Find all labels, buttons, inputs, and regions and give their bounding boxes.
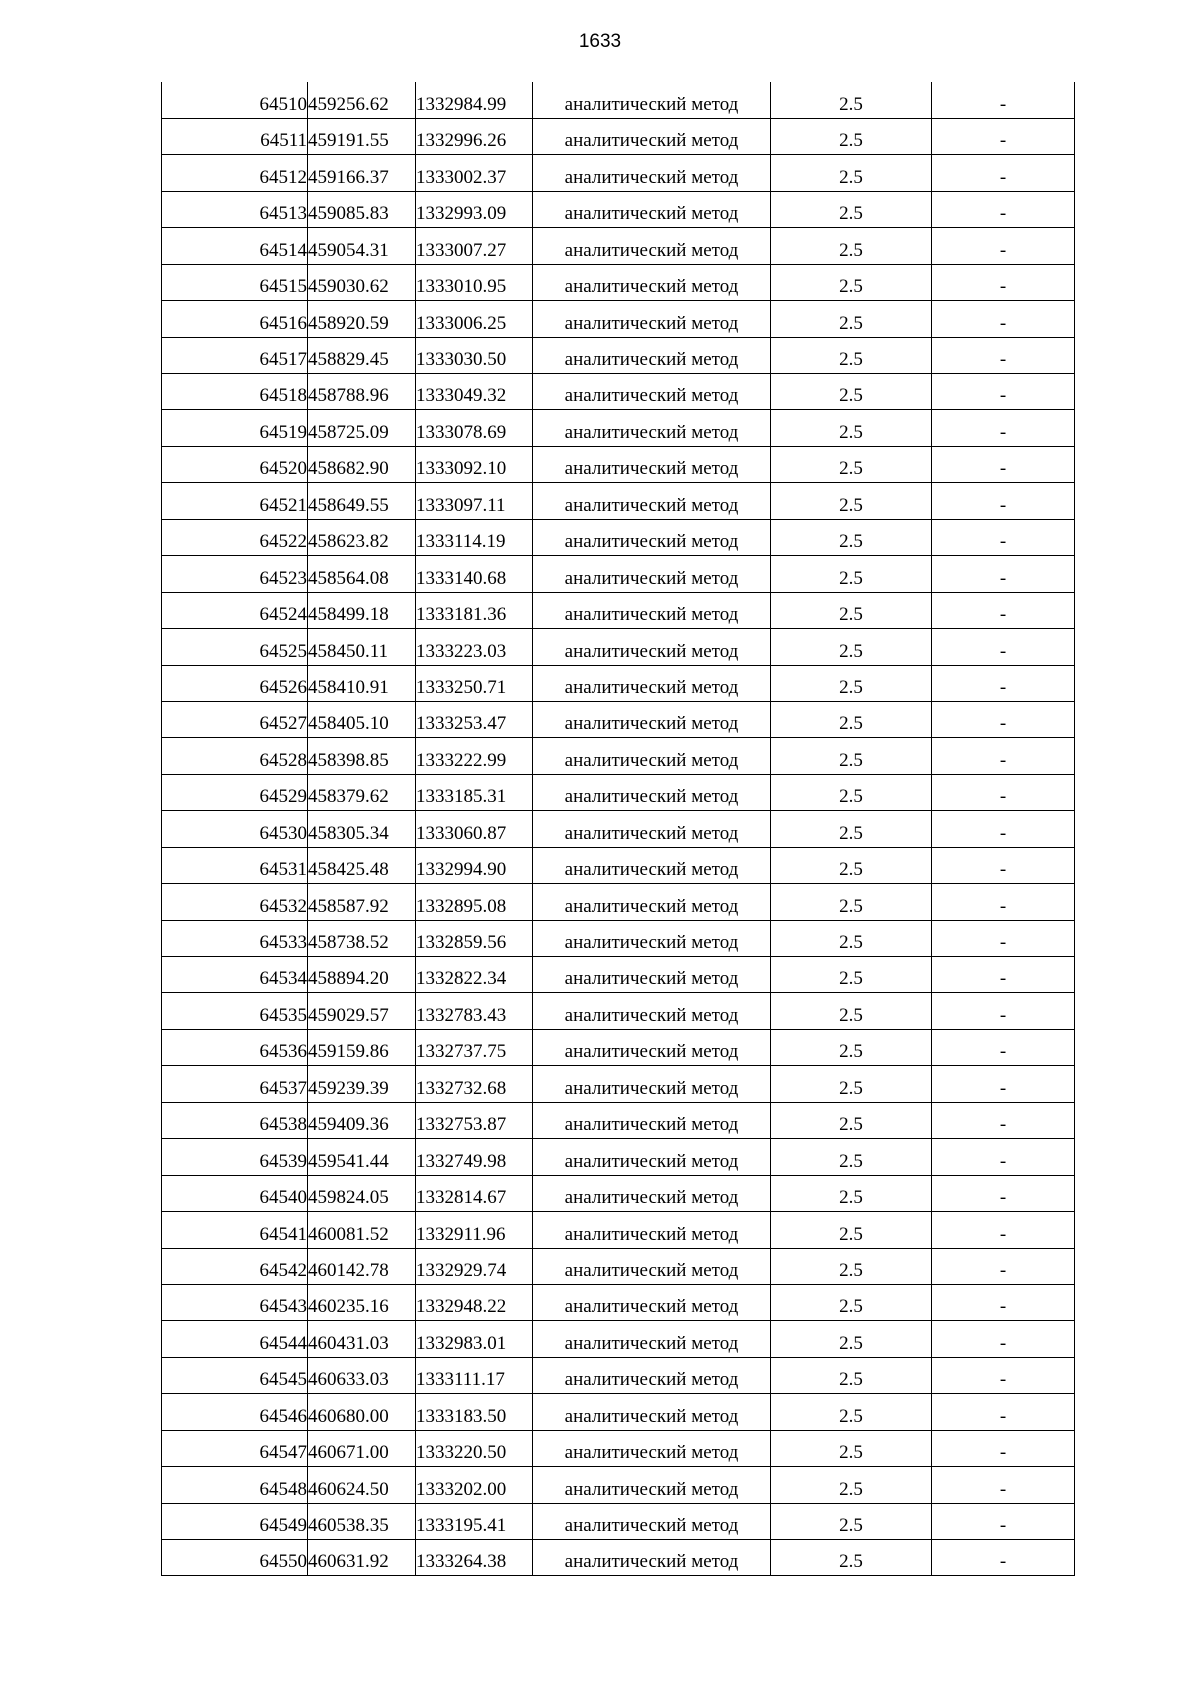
note-cell: - xyxy=(932,301,1075,337)
note-cell: - xyxy=(932,374,1075,410)
x-coordinate-cell: 459159.86 xyxy=(308,1029,416,1065)
point-number-cell: 64518 xyxy=(162,374,308,410)
x-coordinate-cell: 459029.57 xyxy=(308,993,416,1029)
note-cell: - xyxy=(932,82,1075,118)
y-coordinate-cell: 1333250.71 xyxy=(416,665,533,701)
note-cell: - xyxy=(932,1394,1075,1430)
accuracy-cell: 2.5 xyxy=(771,884,932,920)
point-number-cell: 64526 xyxy=(162,665,308,701)
note-cell: - xyxy=(932,1212,1075,1248)
point-number-cell: 64514 xyxy=(162,228,308,264)
y-coordinate-cell: 1332929.74 xyxy=(416,1248,533,1284)
method-cell: аналитический метод xyxy=(533,155,771,191)
table-row xyxy=(162,592,1075,628)
method-cell: аналитический метод xyxy=(533,1102,771,1138)
method-cell: аналитический метод xyxy=(533,665,771,701)
x-coordinate-cell: 460538.35 xyxy=(308,1503,416,1539)
note-cell: - xyxy=(932,556,1075,592)
point-number-cell: 64536 xyxy=(162,1029,308,1065)
accuracy-cell: 2.5 xyxy=(771,264,932,300)
note-cell: - xyxy=(932,884,1075,920)
x-coordinate-cell: 458425.48 xyxy=(308,847,416,883)
method-cell: аналитический метод xyxy=(533,774,771,810)
note-cell: - xyxy=(932,1139,1075,1175)
x-coordinate-cell: 460081.52 xyxy=(308,1212,416,1248)
table-row xyxy=(162,1284,1075,1320)
table-row xyxy=(162,1029,1075,1065)
method-cell: аналитический метод xyxy=(533,592,771,628)
note-cell: - xyxy=(932,701,1075,737)
x-coordinate-cell: 458305.34 xyxy=(308,811,416,847)
note-cell: - xyxy=(932,957,1075,993)
x-coordinate-cell: 459030.62 xyxy=(308,264,416,300)
x-coordinate-cell: 460631.92 xyxy=(308,1540,416,1576)
method-cell: аналитический метод xyxy=(533,811,771,847)
note-cell: - xyxy=(932,1284,1075,1320)
note-cell: - xyxy=(932,920,1075,956)
point-number-cell: 64535 xyxy=(162,993,308,1029)
y-coordinate-cell: 1333114.19 xyxy=(416,519,533,555)
accuracy-cell: 2.5 xyxy=(771,665,932,701)
method-cell: аналитический метод xyxy=(533,1212,771,1248)
y-coordinate-cell: 1333195.41 xyxy=(416,1503,533,1539)
table-row xyxy=(162,410,1075,446)
point-number-cell: 64525 xyxy=(162,629,308,665)
table-row xyxy=(162,774,1075,810)
y-coordinate-cell: 1333092.10 xyxy=(416,446,533,482)
accuracy-cell: 2.5 xyxy=(771,1284,932,1320)
y-coordinate-cell: 1333223.03 xyxy=(416,629,533,665)
x-coordinate-cell: 458894.20 xyxy=(308,957,416,993)
y-coordinate-cell: 1332822.34 xyxy=(416,957,533,993)
accuracy-cell: 2.5 xyxy=(771,228,932,264)
table-row xyxy=(162,155,1075,191)
method-cell: аналитический метод xyxy=(533,191,771,227)
y-coordinate-cell: 1333222.99 xyxy=(416,738,533,774)
accuracy-cell: 2.5 xyxy=(771,592,932,628)
point-number-cell: 64530 xyxy=(162,811,308,847)
accuracy-cell: 2.5 xyxy=(771,1029,932,1065)
point-number-cell: 64545 xyxy=(162,1357,308,1393)
y-coordinate-cell: 1332732.68 xyxy=(416,1066,533,1102)
table-row xyxy=(162,957,1075,993)
x-coordinate-cell: 458450.11 xyxy=(308,629,416,665)
accuracy-cell: 2.5 xyxy=(771,1175,932,1211)
accuracy-cell: 2.5 xyxy=(771,519,932,555)
method-cell: аналитический метод xyxy=(533,1394,771,1430)
accuracy-cell: 2.5 xyxy=(771,191,932,227)
table-row xyxy=(162,374,1075,410)
note-cell: - xyxy=(932,483,1075,519)
method-cell: аналитический метод xyxy=(533,1321,771,1357)
point-number-cell: 64542 xyxy=(162,1248,308,1284)
table-row xyxy=(162,993,1075,1029)
y-coordinate-cell: 1332737.75 xyxy=(416,1029,533,1065)
method-cell: аналитический метод xyxy=(533,1029,771,1065)
accuracy-cell: 2.5 xyxy=(771,483,932,519)
method-cell: аналитический метод xyxy=(533,337,771,373)
accuracy-cell: 2.5 xyxy=(771,556,932,592)
x-coordinate-cell: 458564.08 xyxy=(308,556,416,592)
accuracy-cell: 2.5 xyxy=(771,82,932,118)
y-coordinate-cell: 1333049.32 xyxy=(416,374,533,410)
method-cell: аналитический метод xyxy=(533,483,771,519)
accuracy-cell: 2.5 xyxy=(771,1139,932,1175)
accuracy-cell: 2.5 xyxy=(771,1430,932,1466)
table-row xyxy=(162,1357,1075,1393)
point-number-cell: 64515 xyxy=(162,264,308,300)
method-cell: аналитический метод xyxy=(533,556,771,592)
method-cell: аналитический метод xyxy=(533,1540,771,1576)
accuracy-cell: 2.5 xyxy=(771,920,932,956)
x-coordinate-cell: 460624.50 xyxy=(308,1467,416,1503)
y-coordinate-cell: 1333010.95 xyxy=(416,264,533,300)
note-cell: - xyxy=(932,847,1075,883)
y-coordinate-cell: 1332996.26 xyxy=(416,118,533,154)
table-row xyxy=(162,1321,1075,1357)
table-row xyxy=(162,301,1075,337)
point-number-cell: 64549 xyxy=(162,1503,308,1539)
y-coordinate-cell: 1332983.01 xyxy=(416,1321,533,1357)
note-cell: - xyxy=(932,665,1075,701)
table-row xyxy=(162,118,1075,154)
accuracy-cell: 2.5 xyxy=(771,847,932,883)
accuracy-cell: 2.5 xyxy=(771,993,932,1029)
accuracy-cell: 2.5 xyxy=(771,774,932,810)
table-row xyxy=(162,1467,1075,1503)
page-number: 1633 xyxy=(578,31,622,52)
note-cell: - xyxy=(932,1467,1075,1503)
table-row xyxy=(162,1394,1075,1430)
note-cell: - xyxy=(932,738,1075,774)
y-coordinate-cell: 1332859.56 xyxy=(416,920,533,956)
note-cell: - xyxy=(932,228,1075,264)
accuracy-cell: 2.5 xyxy=(771,301,932,337)
note-cell: - xyxy=(932,1357,1075,1393)
y-coordinate-cell: 1333181.36 xyxy=(416,592,533,628)
point-number-cell: 64547 xyxy=(162,1430,308,1466)
accuracy-cell: 2.5 xyxy=(771,446,932,482)
x-coordinate-cell: 459054.31 xyxy=(308,228,416,264)
method-cell: аналитический метод xyxy=(533,301,771,337)
accuracy-cell: 2.5 xyxy=(771,1102,932,1138)
point-number-cell: 64546 xyxy=(162,1394,308,1430)
method-cell: аналитический метод xyxy=(533,228,771,264)
note-cell: - xyxy=(932,410,1075,446)
note-cell: - xyxy=(932,118,1075,154)
method-cell: аналитический метод xyxy=(533,884,771,920)
y-coordinate-cell: 1332895.08 xyxy=(416,884,533,920)
method-cell: аналитический метод xyxy=(533,1467,771,1503)
note-cell: - xyxy=(932,1102,1075,1138)
accuracy-cell: 2.5 xyxy=(771,701,932,737)
x-coordinate-cell: 458587.92 xyxy=(308,884,416,920)
point-number-cell: 64524 xyxy=(162,592,308,628)
point-number-cell: 64544 xyxy=(162,1321,308,1357)
accuracy-cell: 2.5 xyxy=(771,1321,932,1357)
x-coordinate-cell: 459541.44 xyxy=(308,1139,416,1175)
y-coordinate-cell: 1332948.22 xyxy=(416,1284,533,1320)
method-cell: аналитический метод xyxy=(533,519,771,555)
x-coordinate-cell: 458920.59 xyxy=(308,301,416,337)
x-coordinate-cell: 458829.45 xyxy=(308,337,416,373)
accuracy-cell: 2.5 xyxy=(771,1540,932,1576)
note-cell: - xyxy=(932,1430,1075,1466)
point-number-cell: 64523 xyxy=(162,556,308,592)
y-coordinate-cell: 1333002.37 xyxy=(416,155,533,191)
table-row xyxy=(162,847,1075,883)
point-number-cell: 64528 xyxy=(162,738,308,774)
point-number-cell: 64517 xyxy=(162,337,308,373)
x-coordinate-cell: 460633.03 xyxy=(308,1357,416,1393)
point-number-cell: 64533 xyxy=(162,920,308,956)
point-number-cell: 64519 xyxy=(162,410,308,446)
accuracy-cell: 2.5 xyxy=(771,118,932,154)
note-cell: - xyxy=(932,1066,1075,1102)
point-number-cell: 64550 xyxy=(162,1540,308,1576)
note-cell: - xyxy=(932,592,1075,628)
method-cell: аналитический метод xyxy=(533,374,771,410)
table-row xyxy=(162,446,1075,482)
y-coordinate-cell: 1333111.17 xyxy=(416,1357,533,1393)
note-cell: - xyxy=(932,1540,1075,1576)
y-coordinate-cell: 1333097.11 xyxy=(416,483,533,519)
table-row xyxy=(162,228,1075,264)
table-row xyxy=(162,811,1075,847)
x-coordinate-cell: 458623.82 xyxy=(308,519,416,555)
point-number-cell: 64513 xyxy=(162,191,308,227)
x-coordinate-cell: 460680.00 xyxy=(308,1394,416,1430)
point-number-cell: 64529 xyxy=(162,774,308,810)
method-cell: аналитический метод xyxy=(533,993,771,1029)
accuracy-cell: 2.5 xyxy=(771,1394,932,1430)
point-number-cell: 64548 xyxy=(162,1467,308,1503)
note-cell: - xyxy=(932,155,1075,191)
accuracy-cell: 2.5 xyxy=(771,1248,932,1284)
x-coordinate-cell: 460431.03 xyxy=(308,1321,416,1357)
y-coordinate-cell: 1332911.96 xyxy=(416,1212,533,1248)
method-cell: аналитический метод xyxy=(533,410,771,446)
table-row xyxy=(162,82,1075,118)
method-cell: аналитический метод xyxy=(533,1357,771,1393)
method-cell: аналитический метод xyxy=(533,629,771,665)
point-number-cell: 64516 xyxy=(162,301,308,337)
accuracy-cell: 2.5 xyxy=(771,738,932,774)
table-row xyxy=(162,701,1075,737)
y-coordinate-cell: 1333060.87 xyxy=(416,811,533,847)
table-row xyxy=(162,264,1075,300)
note-cell: - xyxy=(932,993,1075,1029)
table-row xyxy=(162,1175,1075,1211)
x-coordinate-cell: 460235.16 xyxy=(308,1284,416,1320)
y-coordinate-cell: 1333253.47 xyxy=(416,701,533,737)
x-coordinate-cell: 459256.62 xyxy=(308,82,416,118)
method-cell: аналитический метод xyxy=(533,957,771,993)
x-coordinate-cell: 459085.83 xyxy=(308,191,416,227)
accuracy-cell: 2.5 xyxy=(771,1503,932,1539)
note-cell: - xyxy=(932,1029,1075,1065)
method-cell: аналитический метод xyxy=(533,264,771,300)
accuracy-cell: 2.5 xyxy=(771,410,932,446)
accuracy-cell: 2.5 xyxy=(771,811,932,847)
y-coordinate-cell: 1332994.90 xyxy=(416,847,533,883)
note-cell: - xyxy=(932,337,1075,373)
method-cell: аналитический метод xyxy=(533,446,771,482)
method-cell: аналитический метод xyxy=(533,82,771,118)
table-row xyxy=(162,337,1075,373)
x-coordinate-cell: 459824.05 xyxy=(308,1175,416,1211)
point-number-cell: 64539 xyxy=(162,1139,308,1175)
point-number-cell: 64520 xyxy=(162,446,308,482)
method-cell: аналитический метод xyxy=(533,1175,771,1211)
x-coordinate-cell: 459191.55 xyxy=(308,118,416,154)
point-number-cell: 64540 xyxy=(162,1175,308,1211)
coordinates-table xyxy=(161,82,1075,1576)
method-cell: аналитический метод xyxy=(533,1503,771,1539)
point-number-cell: 64522 xyxy=(162,519,308,555)
x-coordinate-cell: 459239.39 xyxy=(308,1066,416,1102)
accuracy-cell: 2.5 xyxy=(771,337,932,373)
method-cell: аналитический метод xyxy=(533,1430,771,1466)
note-cell: - xyxy=(932,446,1075,482)
x-coordinate-cell: 460142.78 xyxy=(308,1248,416,1284)
y-coordinate-cell: 1332984.99 xyxy=(416,82,533,118)
y-coordinate-cell: 1333264.38 xyxy=(416,1540,533,1576)
x-coordinate-cell: 459409.36 xyxy=(308,1102,416,1138)
point-number-cell: 64531 xyxy=(162,847,308,883)
note-cell: - xyxy=(932,629,1075,665)
note-cell: - xyxy=(932,519,1075,555)
note-cell: - xyxy=(932,811,1075,847)
y-coordinate-cell: 1332753.87 xyxy=(416,1102,533,1138)
table-row xyxy=(162,1248,1075,1284)
point-number-cell: 64527 xyxy=(162,701,308,737)
method-cell: аналитический метод xyxy=(533,920,771,956)
point-number-cell: 64537 xyxy=(162,1066,308,1102)
y-coordinate-cell: 1333220.50 xyxy=(416,1430,533,1466)
y-coordinate-cell: 1333185.31 xyxy=(416,774,533,810)
x-coordinate-cell: 458499.18 xyxy=(308,592,416,628)
x-coordinate-cell: 458682.90 xyxy=(308,446,416,482)
point-number-cell: 64541 xyxy=(162,1212,308,1248)
note-cell: - xyxy=(932,264,1075,300)
accuracy-cell: 2.5 xyxy=(771,957,932,993)
y-coordinate-cell: 1333007.27 xyxy=(416,228,533,264)
point-number-cell: 64543 xyxy=(162,1284,308,1320)
table-row xyxy=(162,884,1075,920)
table-row xyxy=(162,1139,1075,1175)
point-number-cell: 64521 xyxy=(162,483,308,519)
table-body xyxy=(162,82,1075,1576)
table-row xyxy=(162,738,1075,774)
method-cell: аналитический метод xyxy=(533,1066,771,1102)
note-cell: - xyxy=(932,191,1075,227)
method-cell: аналитический метод xyxy=(533,847,771,883)
note-cell: - xyxy=(932,1248,1075,1284)
x-coordinate-cell: 458725.09 xyxy=(308,410,416,446)
y-coordinate-cell: 1333078.69 xyxy=(416,410,533,446)
accuracy-cell: 2.5 xyxy=(771,374,932,410)
table-row xyxy=(162,1066,1075,1102)
x-coordinate-cell: 458738.52 xyxy=(308,920,416,956)
accuracy-cell: 2.5 xyxy=(771,1212,932,1248)
table-row xyxy=(162,629,1075,665)
accuracy-cell: 2.5 xyxy=(771,155,932,191)
method-cell: аналитический метод xyxy=(533,1284,771,1320)
x-coordinate-cell: 458405.10 xyxy=(308,701,416,737)
accuracy-cell: 2.5 xyxy=(771,629,932,665)
method-cell: аналитический метод xyxy=(533,118,771,154)
x-coordinate-cell: 459166.37 xyxy=(308,155,416,191)
accuracy-cell: 2.5 xyxy=(771,1066,932,1102)
point-number-cell: 64532 xyxy=(162,884,308,920)
y-coordinate-cell: 1333202.00 xyxy=(416,1467,533,1503)
note-cell: - xyxy=(932,774,1075,810)
y-coordinate-cell: 1333140.68 xyxy=(416,556,533,592)
table-row xyxy=(162,920,1075,956)
y-coordinate-cell: 1332749.98 xyxy=(416,1139,533,1175)
x-coordinate-cell: 458398.85 xyxy=(308,738,416,774)
accuracy-cell: 2.5 xyxy=(771,1467,932,1503)
table-row xyxy=(162,1503,1075,1539)
point-number-cell: 64534 xyxy=(162,957,308,993)
note-cell: - xyxy=(932,1321,1075,1357)
table-row xyxy=(162,1540,1075,1576)
point-number-cell: 64512 xyxy=(162,155,308,191)
y-coordinate-cell: 1333030.50 xyxy=(416,337,533,373)
table-row xyxy=(162,665,1075,701)
table-row xyxy=(162,1212,1075,1248)
note-cell: - xyxy=(932,1175,1075,1211)
y-coordinate-cell: 1333006.25 xyxy=(416,301,533,337)
table-row xyxy=(162,191,1075,227)
table-row xyxy=(162,556,1075,592)
x-coordinate-cell: 458379.62 xyxy=(308,774,416,810)
table-row xyxy=(162,1430,1075,1466)
point-number-cell: 64511 xyxy=(162,118,308,154)
y-coordinate-cell: 1332814.67 xyxy=(416,1175,533,1211)
note-cell: - xyxy=(932,1503,1075,1539)
method-cell: аналитический метод xyxy=(533,701,771,737)
method-cell: аналитический метод xyxy=(533,1139,771,1175)
y-coordinate-cell: 1332993.09 xyxy=(416,191,533,227)
table-row xyxy=(162,1102,1075,1138)
table-row xyxy=(162,519,1075,555)
point-number-cell: 64510 xyxy=(162,82,308,118)
accuracy-cell: 2.5 xyxy=(771,1357,932,1393)
table-row xyxy=(162,483,1075,519)
x-coordinate-cell: 458649.55 xyxy=(308,483,416,519)
x-coordinate-cell: 460671.00 xyxy=(308,1430,416,1466)
y-coordinate-cell: 1333183.50 xyxy=(416,1394,533,1430)
x-coordinate-cell: 458410.91 xyxy=(308,665,416,701)
y-coordinate-cell: 1332783.43 xyxy=(416,993,533,1029)
point-number-cell: 64538 xyxy=(162,1102,308,1138)
x-coordinate-cell: 458788.96 xyxy=(308,374,416,410)
method-cell: аналитический метод xyxy=(533,1248,771,1284)
method-cell: аналитический метод xyxy=(533,738,771,774)
